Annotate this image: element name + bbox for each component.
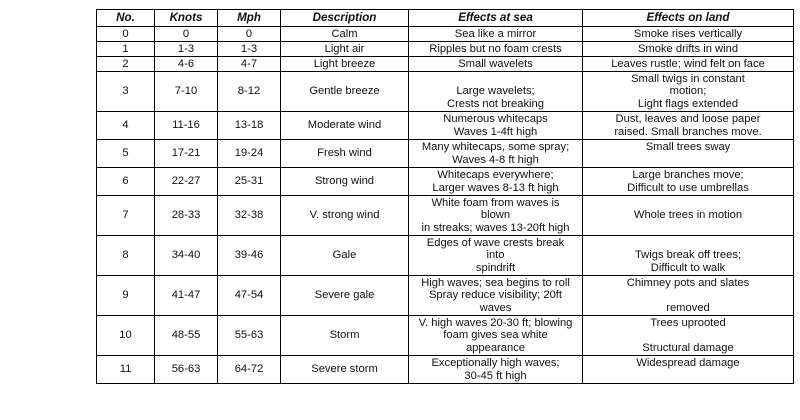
cell-line: Large branches move; <box>632 168 744 181</box>
cell-description: V. strong wind <box>281 196 409 236</box>
cell-mph: 4-7 <box>218 57 281 72</box>
cell-line: Difficult to walk <box>650 261 726 274</box>
cell-mph: 0 <box>218 27 281 42</box>
cell-mph: 25-31 <box>218 168 281 196</box>
cell-line: Small trees sway <box>645 140 731 153</box>
cell-mph: 13-18 <box>218 112 281 140</box>
cell-description: Strong wind <box>281 168 409 196</box>
cell-effects-at-sea <box>409 140 583 168</box>
cell-line: appearance <box>465 341 526 354</box>
table-row <box>97 236 794 276</box>
cell-mph: 8-12 <box>218 72 281 112</box>
cell-line: Small wavelets <box>458 57 533 70</box>
cell-no: 11 <box>97 356 155 384</box>
cell-effects-at-sea <box>409 42 583 57</box>
cell-effects-at-sea <box>409 236 583 276</box>
cell-line: removed <box>666 301 710 314</box>
cell-line: Small twigs in constant <box>631 72 745 85</box>
cell-effects-at-sea <box>409 72 583 112</box>
cell-effects-at-sea <box>409 276 583 316</box>
cell-line: waves <box>479 301 512 314</box>
cell-effects-on-land <box>583 276 794 316</box>
table-row <box>97 72 794 112</box>
cell-line: Widespread damage <box>636 356 740 369</box>
table-row <box>97 27 794 42</box>
cell-line: Large wavelets; <box>456 85 535 98</box>
cell-description: Fresh wind <box>281 140 409 168</box>
cell-line: Numerous whitecaps <box>443 112 548 125</box>
header-no: No. <box>97 10 155 27</box>
cell-no: 0 <box>97 27 155 42</box>
cell-no: 10 <box>97 316 155 356</box>
cell-line: Smoke drifts in wind <box>637 42 739 55</box>
cell-line: in streaks; waves 13-20ft high <box>421 221 570 234</box>
cell-description: Severe gale <box>281 276 409 316</box>
cell-knots: 4-6 <box>155 57 218 72</box>
table-row <box>97 57 794 72</box>
cell-effects-on-land <box>583 168 794 196</box>
cell-effects-on-land <box>583 356 794 384</box>
cell-effects-at-sea <box>409 57 583 72</box>
cell-no: 8 <box>97 236 155 276</box>
cell-description: Light breeze <box>281 57 409 72</box>
cell-line: foam gives sea white <box>443 329 548 342</box>
cell-line <box>585 370 791 383</box>
cell-knots: 7-10 <box>155 72 218 112</box>
cell-effects-at-sea <box>409 27 583 42</box>
cell-line: Whole trees in motion <box>633 209 743 222</box>
cell-no: 7 <box>97 196 155 236</box>
cell-description: Calm <box>281 27 409 42</box>
cell-description: Gale <box>281 236 409 276</box>
cell-effects-on-land <box>583 140 794 168</box>
table-row <box>97 276 794 316</box>
table-body <box>97 27 794 384</box>
cell-line: Larger waves 8-13 ft high <box>432 181 559 194</box>
table-row <box>97 316 794 356</box>
cell-mph: 19-24 <box>218 140 281 168</box>
cell-description: Moderate wind <box>281 112 409 140</box>
header-mph: Mph <box>218 10 281 27</box>
cell-effects-on-land <box>583 236 794 276</box>
cell-line: Leaves rustle; wind felt on face <box>611 57 765 70</box>
cell-description: Gentle breeze <box>281 72 409 112</box>
cell-line: Crests not breaking <box>446 97 544 110</box>
cell-description: Light air <box>281 42 409 57</box>
cell-knots: 11-16 <box>155 112 218 140</box>
cell-no: 3 <box>97 72 155 112</box>
cell-no: 4 <box>97 112 155 140</box>
cell-line <box>585 154 791 167</box>
cell-line: Structural damage <box>642 341 734 354</box>
cell-line: Sea like a mirror <box>454 27 537 40</box>
cell-knots: 56-63 <box>155 356 218 384</box>
cell-effects-at-sea <box>409 168 583 196</box>
cell-line: Edges of wave crests break <box>426 236 565 249</box>
table-row <box>97 42 794 57</box>
cell-effects-at-sea <box>409 316 583 356</box>
cell-effects-on-land <box>583 57 794 72</box>
cell-knots: 28-33 <box>155 196 218 236</box>
cell-mph: 47-54 <box>218 276 281 316</box>
cell-effects-on-land <box>583 27 794 42</box>
cell-line: Waves 4-8 ft high <box>452 153 539 166</box>
cell-no: 1 <box>97 42 155 57</box>
cell-no: 9 <box>97 276 155 316</box>
cell-knots: 48-55 <box>155 316 218 356</box>
cell-effects-on-land <box>583 112 794 140</box>
cell-knots: 1-3 <box>155 42 218 57</box>
cell-mph: 64-72 <box>218 356 281 384</box>
cell-knots: 22-27 <box>155 168 218 196</box>
cell-line: V. high waves 20-30 ft; blowing <box>418 316 573 329</box>
cell-line: Waves 1-4ft high <box>453 125 538 138</box>
cell-effects-on-land <box>583 72 794 112</box>
cell-mph: 39-46 <box>218 236 281 276</box>
cell-no: 5 <box>97 140 155 168</box>
cell-no: 2 <box>97 57 155 72</box>
header-row <box>97 10 794 27</box>
cell-effects-on-land <box>583 316 794 356</box>
cell-line <box>411 73 580 86</box>
cell-line: Smoke rises vertically <box>633 27 743 40</box>
cell-line: High waves; sea begins to roll <box>421 276 570 289</box>
cell-line: Twigs break off trees; <box>634 249 742 262</box>
cell-line: Exceptionally high waves; <box>431 356 560 369</box>
cell-line: motion; <box>669 85 707 98</box>
cell-line: blown <box>480 209 511 222</box>
cell-mph: 1-3 <box>218 42 281 57</box>
table-row <box>97 112 794 140</box>
cell-line <box>585 237 791 250</box>
cell-line: spindrift <box>475 261 516 274</box>
table-row <box>97 140 794 168</box>
cell-effects-at-sea <box>409 196 583 236</box>
cell-line: White foam from waves is <box>431 196 560 209</box>
cell-description: Severe storm <box>281 356 409 384</box>
cell-line: Spray reduce visibility; 20ft <box>428 289 563 302</box>
beaufort-scale-table <box>96 9 794 384</box>
cell-mph: 55-63 <box>218 316 281 356</box>
table-row <box>97 168 794 196</box>
cell-effects-on-land <box>583 196 794 236</box>
cell-line: Many whitecaps, some spray; <box>421 140 570 153</box>
table-row <box>97 196 794 236</box>
cell-effects-at-sea <box>409 112 583 140</box>
cell-knots: 0 <box>155 27 218 42</box>
cell-line: Trees uprooted <box>650 316 726 329</box>
cell-description: Storm <box>281 316 409 356</box>
cell-line <box>585 289 791 302</box>
table-row <box>97 356 794 384</box>
header-description: Description <box>281 10 409 27</box>
cell-line: Difficult to use umbrellas <box>627 181 749 194</box>
cell-no: 6 <box>97 168 155 196</box>
cell-mph: 32-38 <box>218 196 281 236</box>
header-effects-on-land: Effects on land <box>583 10 794 27</box>
cell-line <box>585 329 791 342</box>
cell-knots: 41-47 <box>155 276 218 316</box>
cell-line: Ripples but no foam crests <box>429 42 562 55</box>
header-effects-at-sea: Effects at sea <box>409 10 583 27</box>
header-knots: Knots <box>155 10 218 27</box>
cell-effects-at-sea <box>409 356 583 384</box>
cell-knots: 34-40 <box>155 236 218 276</box>
cell-line: Chimney pots and slates <box>626 276 750 289</box>
cell-line: Light flags extended <box>637 97 739 110</box>
cell-line: raised. Small branches move. <box>614 125 762 138</box>
cell-line: into <box>486 249 505 262</box>
cell-line: Whitecaps everywhere; <box>437 168 554 181</box>
cell-line: 30-45 ft high <box>464 369 527 382</box>
cell-line: Dust, leaves and loose paper <box>615 112 761 125</box>
cell-knots: 17-21 <box>155 140 218 168</box>
cell-effects-on-land <box>583 42 794 57</box>
